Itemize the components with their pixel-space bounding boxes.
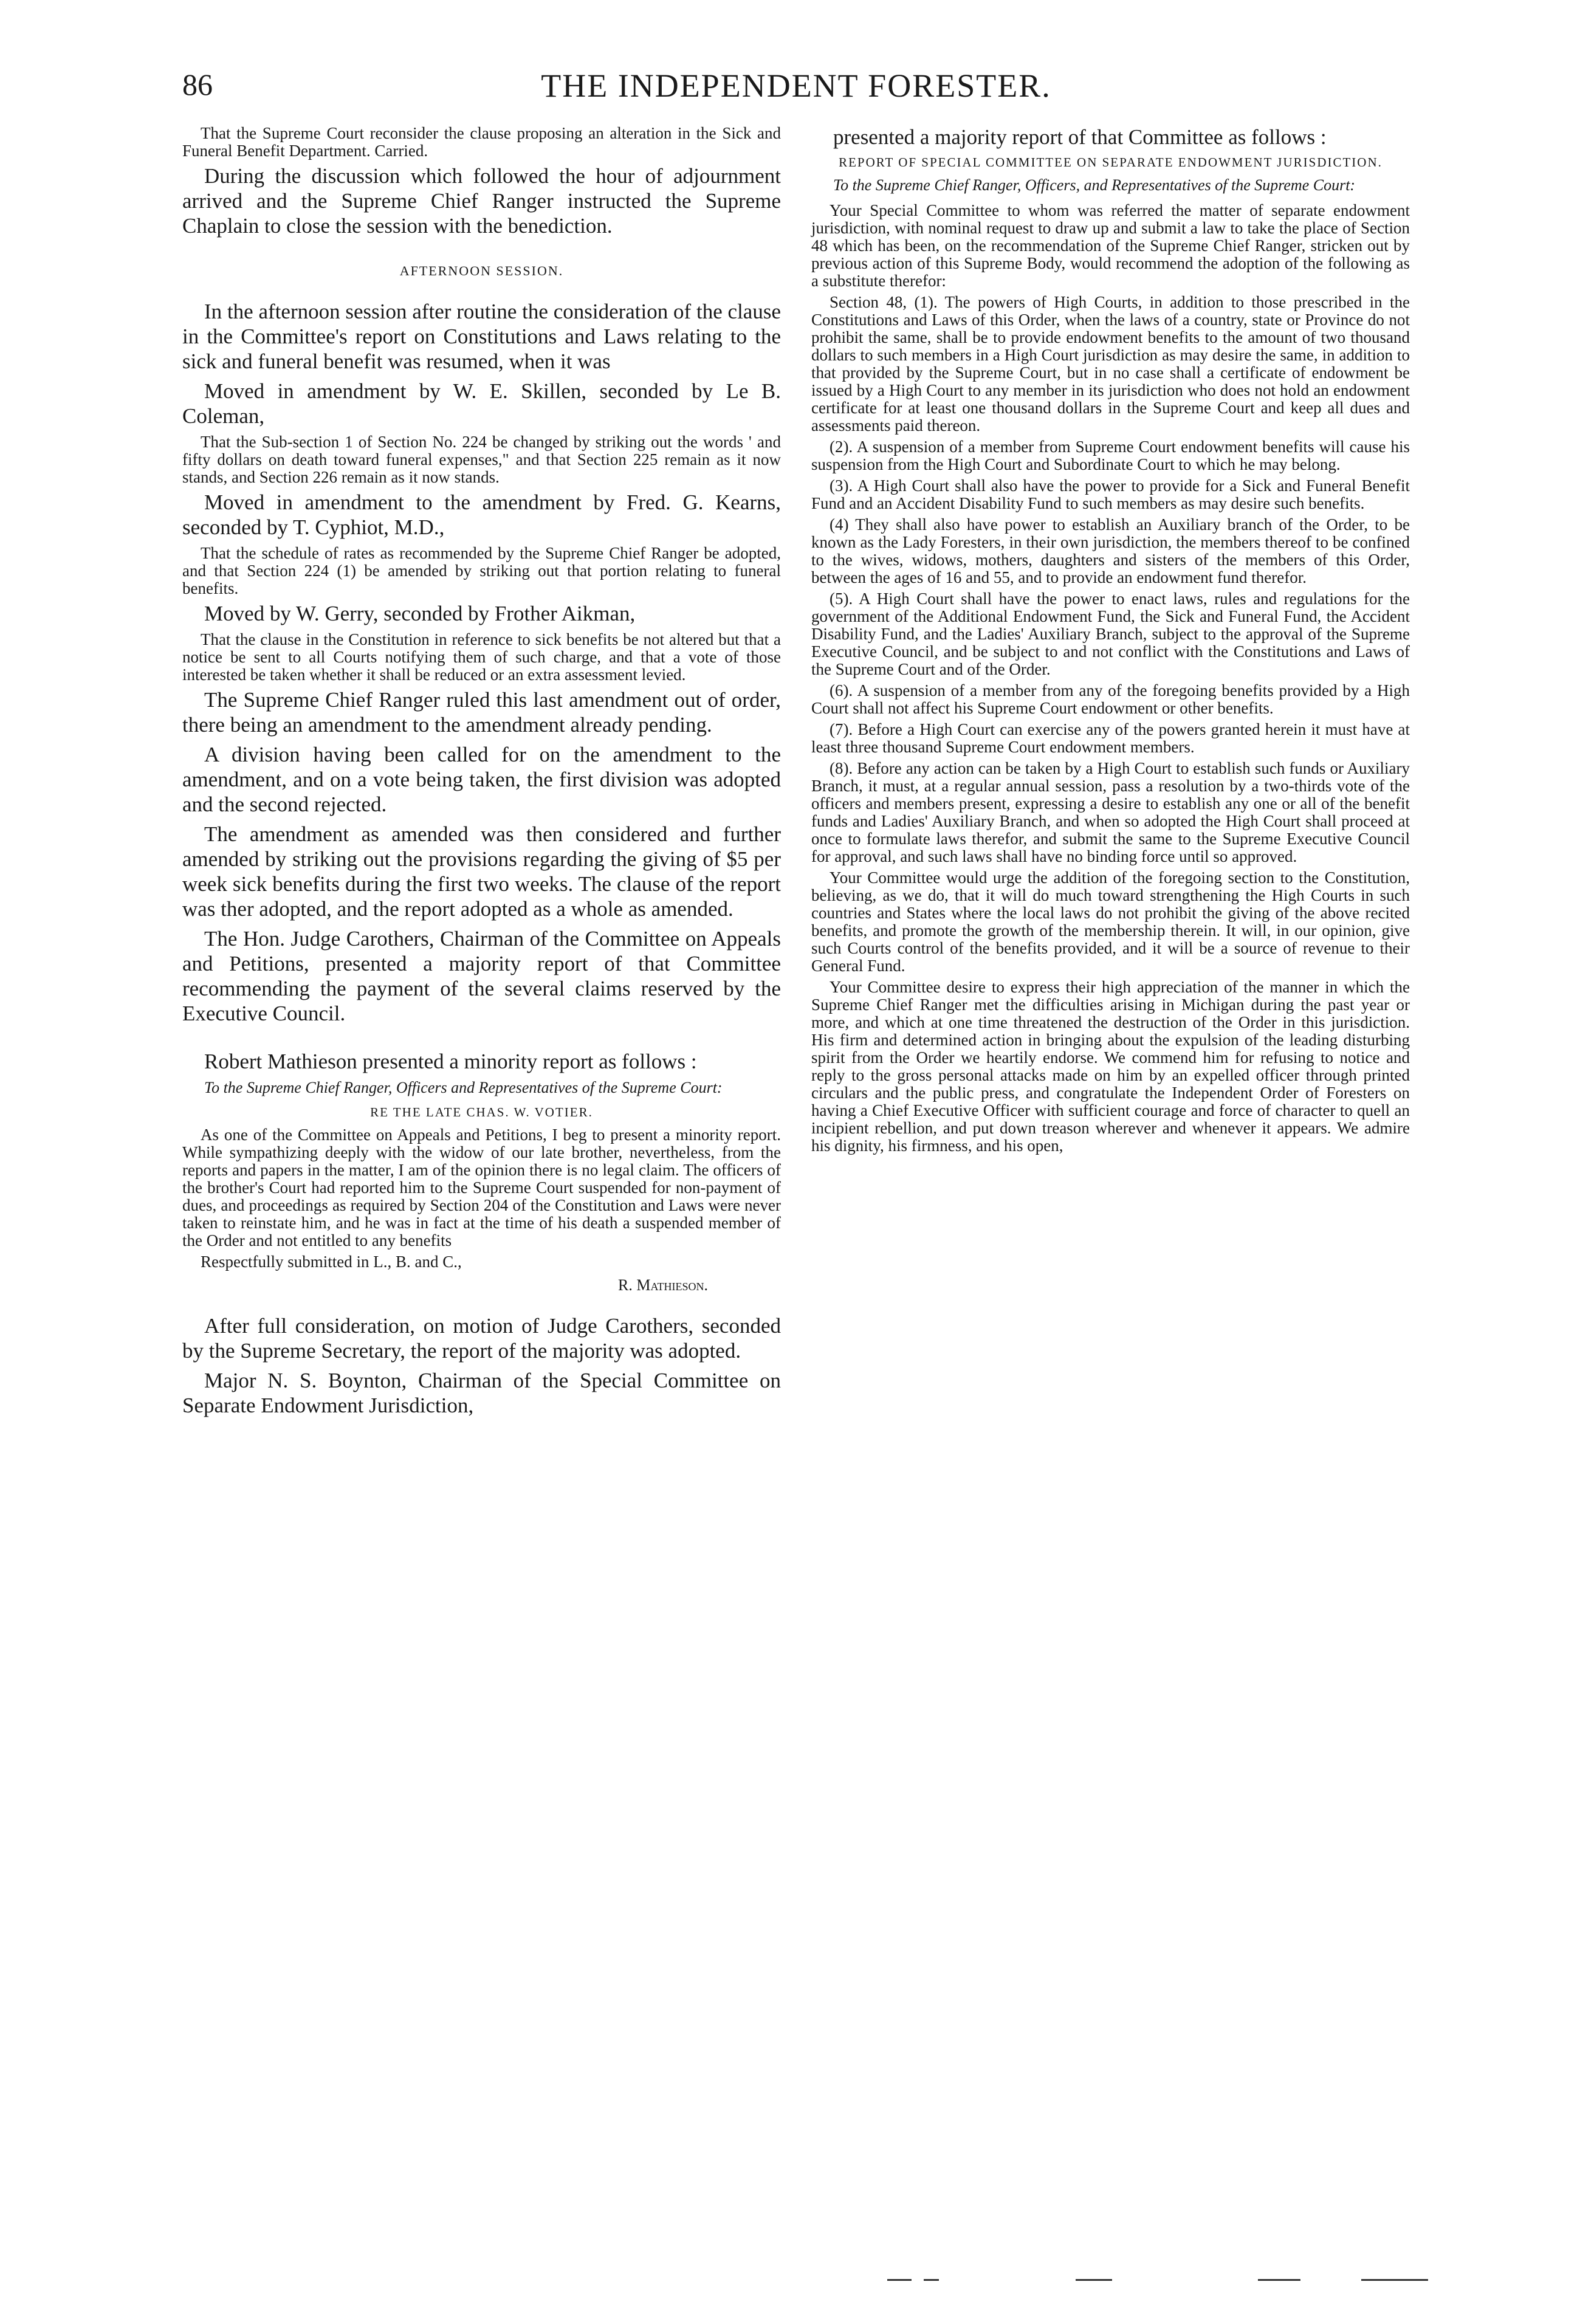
re-votier: RE THE LATE CHAS. W. VOTIER.	[370, 1105, 593, 1119]
moved-skillen: Moved in amendment by W. E. Skillen, seconded by Le B. Coleman,	[182, 379, 781, 428]
footer-mark	[924, 2279, 939, 2281]
majority-presented: presented a majority report of that Committee as follows :	[833, 125, 1327, 149]
afternoon-resumed: In the afternoon session after routine the consideration of the clause in the Committee's report on Constitutions and Laws relating to the sick and funeral benefit was resumed, when it was	[182, 300, 781, 373]
section-48-1: Section 48, (1). The powers of High Courts, in addition to those prescribed in the Constitutions and Laws of this Order, when the laws of a country, state or Province do not prohibit the same, shall be to provide endowment benefits to the amount of two thousand dollars to such members in a High Court jurisdiction as may desire the same, in addition to that provided by the Supreme Court, but in no case shall a certificate of endowment be issued by a High Court to any member in its jurisdiction who does not hold an endowment certificate for at least one thousand dollars in the Supreme Court and keep all dues and assessments paid thereon.	[811, 293, 1410, 435]
left-column	[182, 125, 781, 1423]
report-address: To the Supreme Chief Ranger, Officers, and Representatives of the Supreme Court:	[833, 176, 1356, 194]
footer-mark	[1361, 2279, 1428, 2281]
respectfully: Respectfully submitted in L., B. and C.,	[201, 1253, 462, 1271]
ruled-out-of-order: The Supreme Chief Ranger ruled this last amendment out of order, there being an amendment to the amendment already pending.	[182, 688, 781, 737]
minority-address: To the Supreme Chief Ranger, Officers and Representatives of the Supreme Court:	[204, 1079, 723, 1096]
section-48-2: (2). A suspension of a member from Supreme Court endowment benefits will cause his suspension from the High Court and Subordinate Court to which he may belong.	[811, 438, 1410, 473]
right-column	[811, 125, 1410, 1158]
report-intro: Your Special Committee to whom was referred the matter of separate endowment jurisdiction, with nominal request to draw up and submit a law to take the place of Section 48 which has been, on the recommendation of the Supreme Chief Ranger, stricken out by previous action of this Supreme Body, would recommend the adoption of the following as a substitute therefor:	[811, 201, 1410, 290]
section-48-7: (7). Before a High Court can exercise any of the powers granted herein it must have at least three thousand Supreme Court endowment members.	[811, 720, 1410, 756]
footer-mark	[1076, 2279, 1112, 2281]
clause-constitution: That the clause in the Constitution in reference to sick benefits be not altered but that a notice be sent to all Courts notifying them of such charge, and that a vote of those interested be taken whether it shall be reduced or an extra assessment levied.	[182, 630, 781, 684]
page-header	[182, 67, 1410, 115]
subsection-change: That the Sub-section 1 of Section No. 224 be changed by striking out the words ' and fifty dollars on death toward funeral expenses," and that Section 225 remain as it now stands, and Section 226 remain as it now stands.	[182, 433, 781, 486]
afternoon-heading: AFTERNOON SESSION.	[399, 263, 564, 278]
running-title: THE INDEPENDENT FORESTER.	[541, 67, 1051, 104]
footer-mark	[887, 2279, 912, 2281]
division: A division having been called for on the amendment to the amendment, and on a vote being taken, the first division was adopted and the second rejected.	[182, 743, 781, 816]
section-48-3: (3). A High Court shall also have the power to provide for a Sick and Funeral Benefit Fund and an Accident Disability Fund to such members as may desire such benefits.	[811, 476, 1410, 512]
moved-gerry: Moved by W. Gerry, seconded by Frother Aikman,	[204, 602, 636, 625]
schedule-rates: That the schedule of rates as recommended by the Supreme Chief Ranger be adopted, and that Section 224 (1) be amended by striking out that portion relating to funeral benefits.	[182, 544, 781, 597]
footer-mark	[1258, 2279, 1300, 2281]
report-heading: REPORT OF SPECIAL COMMITTEE ON SEPARATE ENDOWMENT JURISDICTION.	[839, 155, 1382, 170]
section-48-5: (5). A High Court shall have the power to enact laws, rules and regulations for the government of the Additional Endowment Fund, the Sick and Funeral Fund, the Accident Disability Fund, and the Ladies' Auxiliary Branch, subject to the approval of the Supreme Executive Council, and be subject to and not conflict with the Constitutions and Laws of the Supreme Court and of the Order.	[811, 590, 1410, 678]
adjournment: During the discussion which followed the hour of adjournment arrived and the Supreme Chief Ranger instructed the Supreme Chaplain to close the session with the benediction.	[182, 164, 781, 238]
minority-body: As one of the Committee on Appeals and Petitions, I beg to present a minority report. While sympathizing deeply with the widow of our late brother, nevertheless, from the reports and papers in the matter, I am of the opinion there is no legal claim. The officers of the brother's Court had reported him to the Supreme Court suspended for non-payment of dues, and proceedings as required by Section 204 of the Constitution and Laws were never taken to reinstate him, and he was in fact at the time of his death a suspended member of the Order and not entitled to any benefits	[182, 1126, 781, 1250]
after-consideration: After full consideration, on motion of Judge Carothers, seconded by the Supreme Secretary, the report of the majority was adopted.	[182, 1314, 781, 1363]
page-number: 86	[182, 67, 213, 101]
motion-reconsider: That the Supreme Court reconsider the clause proposing an alteration in the Sick and Funeral Benefit Department. Carried.	[182, 124, 781, 160]
mathieson-minority: Robert Mathieson presented a minority report as follows :	[204, 1050, 697, 1073]
committee-urge: Your Committee would urge the addition of the foregoing section to the Constitution, believing, as we do, that it will do much toward strengthening the High Courts in such countries and States where the local laws do not prohibit the giving of the above recited benefits, and promote the growth of the membership therein. It will, in our opinion, give such Courts control of the benefits provided, and it will be a source of revenue to their General Fund.	[811, 868, 1410, 975]
carothers-report: The Hon. Judge Carothers, Chairman of the Committee on Appeals and Petitions, presented a majority report of that Committee recommending the payment of the several claims reserved by the Executive Council.	[182, 927, 781, 1025]
amendment-amended: The amendment as amended was then considered and further amended by striking out the provisions regarding the giving of $5 per week sick benefits during the first two weeks. The clause of the report was ther adopted, and the report adopted as a whole as amended.	[182, 822, 781, 921]
signature: R. Mathieson.	[618, 1276, 708, 1294]
boynton: Major N. S. Boynton, Chairman of the Special Committee on Separate Endowment Jurisdiction,	[182, 1369, 781, 1417]
section-48-6: (6). A suspension of a member from any of the foregoing benefits provided by a High Court shall not affect his Supreme Court endowment or other benefits.	[811, 681, 1410, 717]
section-48-4: (4) They shall also have power to establish an Auxiliary branch of the Order, to be known as the Lady Foresters, in their own jurisdiction, the members thereof to be confined to the wives, widows, mothers, daughters and sisters of the members of this Order, between the ages of 16 and 55, and to provide an endowment fund therefor.	[811, 515, 1410, 586]
moved-kearns: Moved in amendment to the amendment by Fred. G. Kearns, seconded by T. Cyphiot, M.D.,	[182, 490, 781, 539]
committee-appreciation: Your Committee desire to express their high appreciation of the manner in which the Supreme Chief Ranger met the difficulties arising in Michigan during the past year or more, and which at one time threatened the destruction of the Order in this jurisdiction. His firm and determined action in bringing about the expulsion of the leading disturbing spirit from the Order we heartily endorse. We commend him for refusing to notice and reply to the gross personal attacks made on him by an expelled officer through printed circulars and the public press, and congratulate the Independent Order of Foresters on having a Chief Executive Officer with sufficient courage and force of character to quell an incipient rebellion, and put down treason wherever and whenever it appears. We admire his dignity, his firmness, and his open,	[811, 978, 1410, 1155]
section-48-8: (8). Before any action can be taken by a High Court to establish such funds or Auxiliary Branch, it must, at a regular annual session, pass a resolution by a two-thirds vote of the officers and members present, expressing a desire to establish any one or all of the benefit funds and Ladies' Auxiliary Branch, and when so adopted the High Court shall proceed at once to formulate laws therefor, and submit the same to the Supreme Executive Council for approval, and such laws shall have no binding force until so approved.	[811, 759, 1410, 865]
footer-marks	[881, 2279, 1428, 2281]
gap-1	[182, 1031, 781, 1049]
